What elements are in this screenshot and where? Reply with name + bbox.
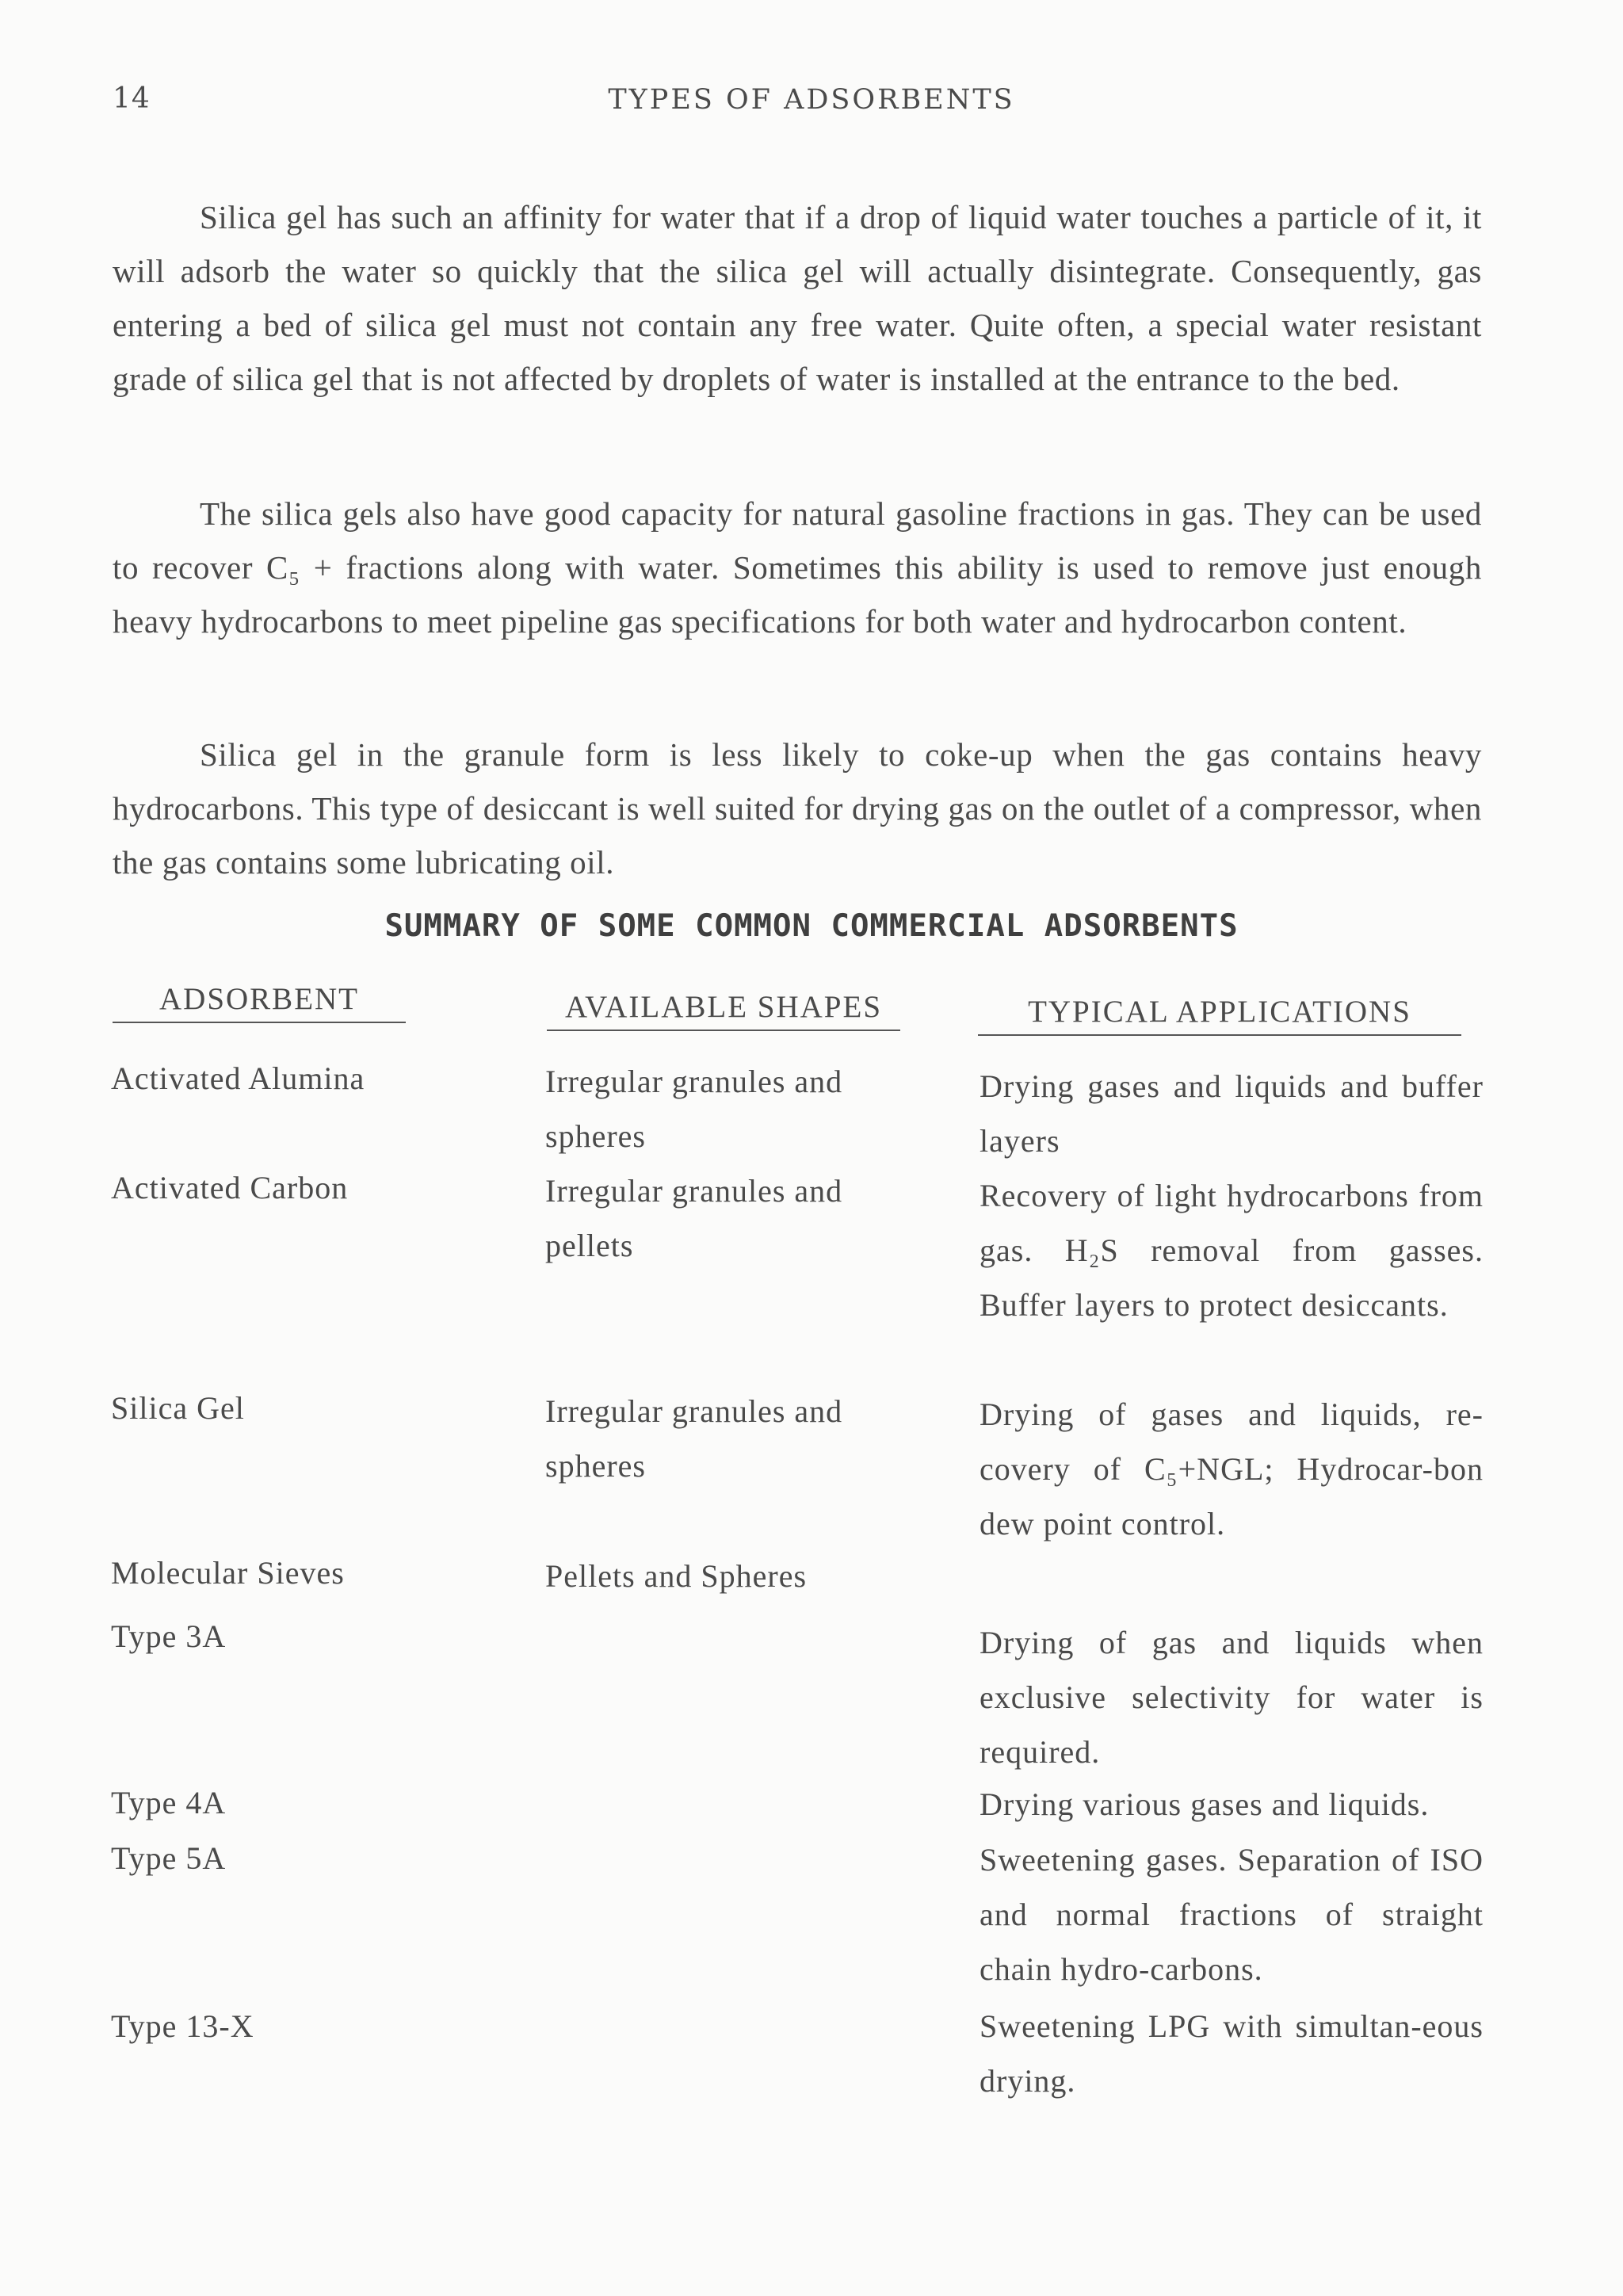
cell-applications: Drying various gases and liquids. [980,1786,1430,1822]
page-number: 14 [113,82,151,115]
cell-applications: Drying gases and liquids and buffer layers [980,1068,1484,1159]
cell-shapes: Pellets and Spheres [545,1558,808,1594]
cell-shapes: Irregular granules and spheres [545,1393,843,1484]
cell-applications: Sweetening gases. Separation of ISO and normal fractions of straight chain hydro-carbons. [980,1842,1484,1987]
cell-adsorbent: Type 13-X [111,2008,254,2044]
body-paragraph: The silica gels also have good capacity for natural gasoline fractions in gas. They can be used to recover C₅ + fractions along with water. Sometimes this ability is used to remove just enough heavy hydrocarbons to meet pipeline gas specifications for both water and hydrocarbon content. [113,495,1482,640]
running-head: TYPES OF ADSORBENTS [608,84,1015,116]
cell-adsorbent: Silica Gel [111,1390,245,1426]
body-paragraph: Silica gel in the granule form is less likely to coke-up when the gas contains heavy hydrocarbons. This type of desiccant is well suited for drying gas on the outlet of a compressor, when the gas contains some lubricating oil. [113,736,1482,881]
cell-shapes: Irregular granules and pellets [545,1173,843,1263]
column-header-shapes: AVAILABLE SHAPES [547,989,900,1031]
cell-adsorbent: Type 5A [111,1840,227,1876]
cell-applications: Recovery of light hydrocarbons from gas. H₂S removal from gasses. Buffer layers to protect desiccants. [980,1178,1484,1323]
column-header-applications: TYPICAL APPLICATIONS [978,994,1461,1036]
cell-shapes: Irregular granules and spheres [545,1064,843,1154]
cell-adsorbent: Activated Alumina [111,1060,365,1096]
cell-adsorbent: Type 4A [111,1785,227,1820]
cell-applications: Drying of gases and liquids, re-covery of C₅+NGL; Hydrocar-bon dew point control. [980,1396,1484,1541]
cell-adsorbent: Type 3A [111,1618,227,1654]
cell-adsorbent: Activated Carbon [111,1170,349,1205]
column-header-adsorbent: ADSORBENT [113,981,406,1023]
table-title: SUMMARY OF SOME COMMON COMMERCIAL ADSORBENTS [384,908,1239,944]
cell-adsorbent: Molecular Sieves [111,1555,345,1591]
cell-applications: Drying of gas and liquids when exclusive selectivity for water is required. [980,1625,1484,1770]
body-paragraph: Silica gel has such an affinity for water that if a drop of liquid water touches a particle of it, it will adsorb the water so quickly that the silica gel will actually disintegrate. Consequently, gas entering a bed of silica gel must not contain any free water. Quite often, a special water resistant grade of silica gel that is not affected by droplets of water is installed at the entrance to the bed. [113,199,1482,397]
cell-applications: Sweetening LPG with simultan-eous drying. [980,2008,1484,2099]
